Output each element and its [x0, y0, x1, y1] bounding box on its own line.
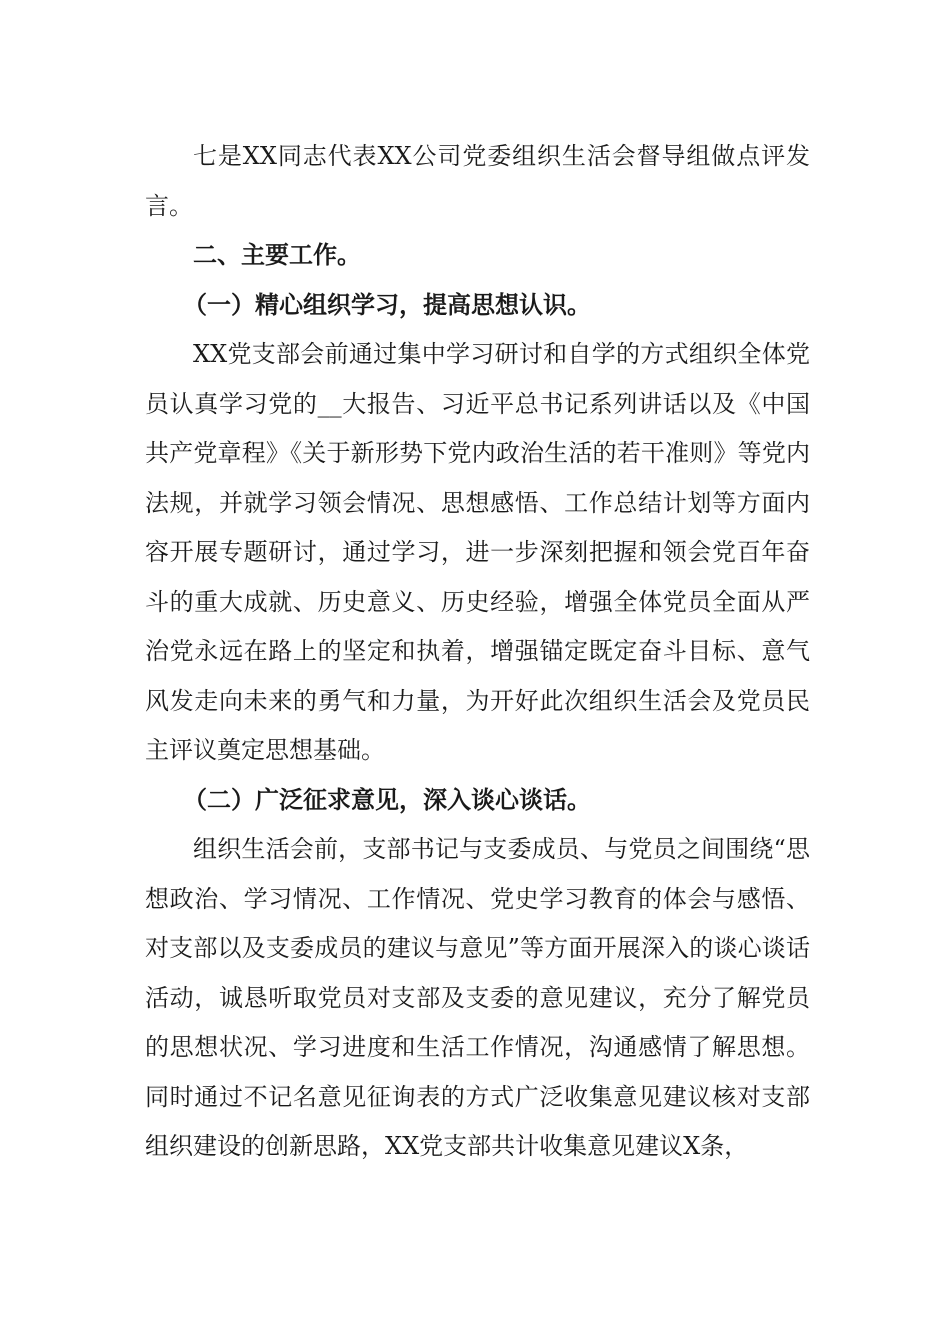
- paragraph-closing-remark: 七是XX同志代表XX公司党委组织生活会督导组做点评发言。: [145, 142, 810, 220]
- document-body: [145, 132, 810, 1172]
- section-heading-main-work: 二、主要工作。: [193, 241, 361, 269]
- paragraph-opinion-details: 组织生活会前，支部书记与支委成员、与党员之间围绕“思想政治、学习情况、工作情况、党史学习教育的体会与感悟、对支部以及支委成员的建议与意见”等方面开展深入的谈心谈话活动，诚恳听取党员对支部及支委的意见建议，充分了解党员的思想状况、学习进度和生活工作情况，沟通感情了解思想。同时通过不记名意见征询表的方式广泛收集意见建议核对支部组织建设的创新思路，XX党支部共计收集意见建议X条，: [145, 835, 810, 1160]
- paragraph-study-details: XX党支部会前通过集中学习研讨和自学的方式组织全体党员认真学习党的__大报告、习近平总书记系列讲话以及《中国共产党章程》《关于新形势下党内政治生活的若干准则》等党内法规，并就学习领会情况、思想感悟、工作总结计划等方面内容开展专题研讨，通过学习，进一步深刻把握和领会党百年奋斗的重大成就、历史意义、历史经验，增强全体党员全面从严治党永远在路上的坚定和执着，增强锚定既定奋斗目标、意气风发走向未来的勇气和力量，为开好此次组织生活会及党员民主评议奠定思想基础。: [145, 340, 810, 764]
- subsection-heading-organize-study: （一）精心组织学习，提高思想认识。: [183, 290, 591, 319]
- subsection-heading-solicit-opinions: （二）广泛征求意见，深入谈心谈话。: [183, 785, 591, 814]
